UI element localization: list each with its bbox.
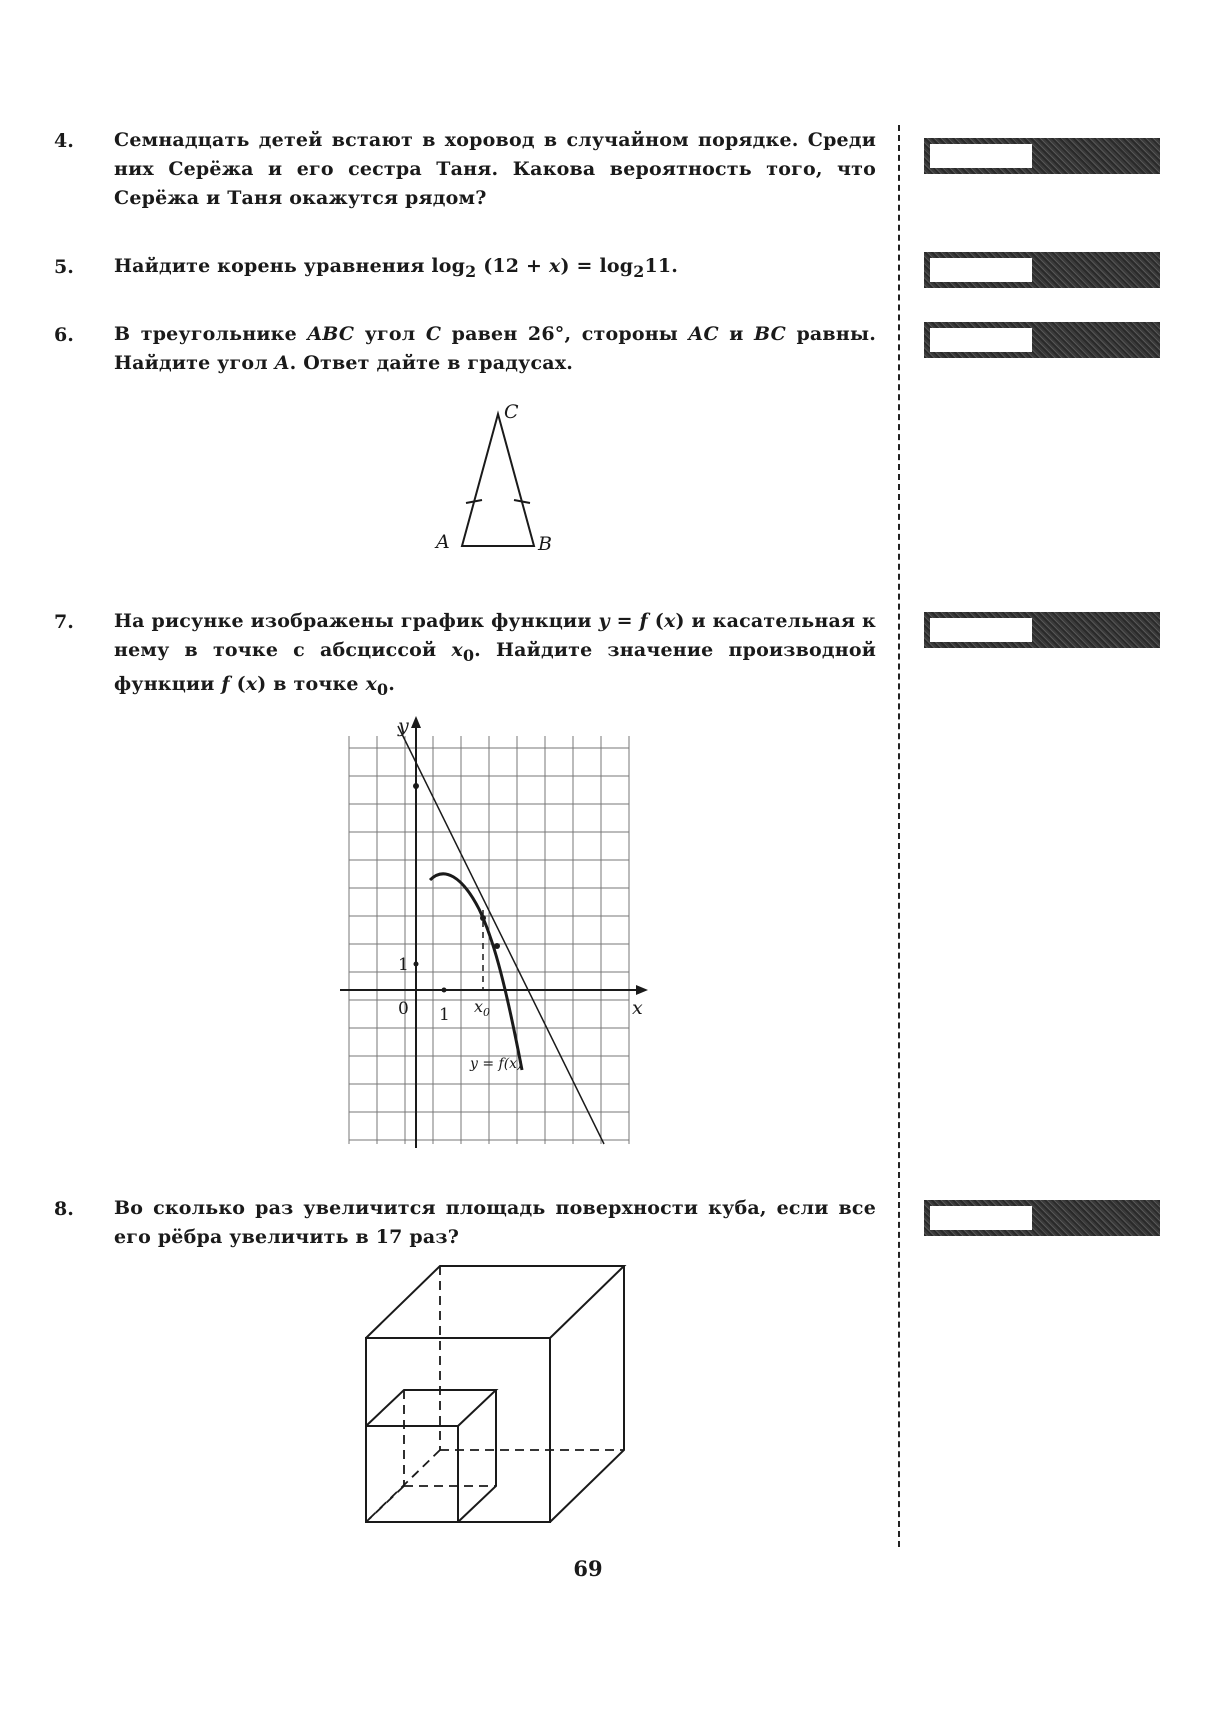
point-curve xyxy=(494,943,500,949)
task-text: Во сколько раз увеличится площадь поверхности куба, если все его рёбра увеличить в 17 раз? xyxy=(114,1197,876,1248)
point-unit-x xyxy=(442,988,447,993)
answer-field[interactable] xyxy=(930,144,1032,168)
answer-field[interactable] xyxy=(930,258,1032,282)
task-text: На рисунке изображены график функции y = f (x) и касательная к нему в точке с абсциссой $x_0$. Найдите значение производной функции f (x) в точке $x_0$. xyxy=(114,610,876,699)
answer-field[interactable] xyxy=(930,618,1032,642)
answer-box-6 xyxy=(924,322,1160,358)
text-part: 11. xyxy=(644,255,679,277)
label-b: B xyxy=(538,533,552,555)
task-text xyxy=(114,252,876,286)
text-part: Найдите корень уравнения log xyxy=(114,255,466,277)
text-part: (12 + xyxy=(476,255,549,277)
triangle-abc xyxy=(462,414,534,546)
text-part: ) = log xyxy=(560,255,634,277)
variable: x xyxy=(548,255,561,277)
answer-field[interactable] xyxy=(930,1206,1032,1230)
task-text: В треугольнике ABC угол C равен 26°, стороны AC и BC равны. Найдите угол A. Ответ дайте в градусах. xyxy=(114,323,877,374)
function-graph xyxy=(340,710,660,1150)
task-number: 7. xyxy=(54,611,74,633)
cubes-figure xyxy=(360,1256,640,1526)
log-base: 2 xyxy=(465,261,477,281)
label-a: A xyxy=(436,531,450,553)
answer-box-7 xyxy=(924,612,1160,648)
y-unit-label: 1 xyxy=(398,955,409,975)
answer-field[interactable] xyxy=(930,328,1032,352)
triangle-figure xyxy=(420,400,570,560)
x-unit-label: 1 xyxy=(439,1005,450,1025)
point-y-intercept xyxy=(413,783,419,789)
y-axis-arrow xyxy=(411,716,421,728)
answer-box-8 xyxy=(924,1200,1160,1236)
answer-box-5 xyxy=(924,252,1160,288)
task-text: Семнадцать детей встают в хоровод в случайном порядке. Среди них Серёжа и его сестра Таня. Какова вероятность того, что Серёжа и Таня окажутся рядом? xyxy=(114,129,876,209)
answer-box-4 xyxy=(924,138,1160,174)
task-number: 4. xyxy=(54,130,74,152)
point-unit-y xyxy=(414,962,419,967)
y-axis-label: y xyxy=(398,715,409,737)
origin-label: 0 xyxy=(398,999,409,1019)
point-tangency xyxy=(480,915,486,921)
x-axis-label: x xyxy=(632,997,643,1019)
log-base: 2 xyxy=(633,261,645,281)
label-c: C xyxy=(504,401,519,423)
grid xyxy=(349,736,629,1144)
task-number: 5. xyxy=(54,256,74,278)
curve-label: y = f(x) xyxy=(470,1056,523,1072)
cut-line xyxy=(898,125,900,1547)
task-number: 8. xyxy=(54,1198,74,1220)
x0-label: $x_0$ xyxy=(474,997,491,1019)
x-axis-arrow xyxy=(636,985,648,995)
page-number: 69 xyxy=(573,1556,603,1581)
task-number: 6. xyxy=(54,324,74,346)
